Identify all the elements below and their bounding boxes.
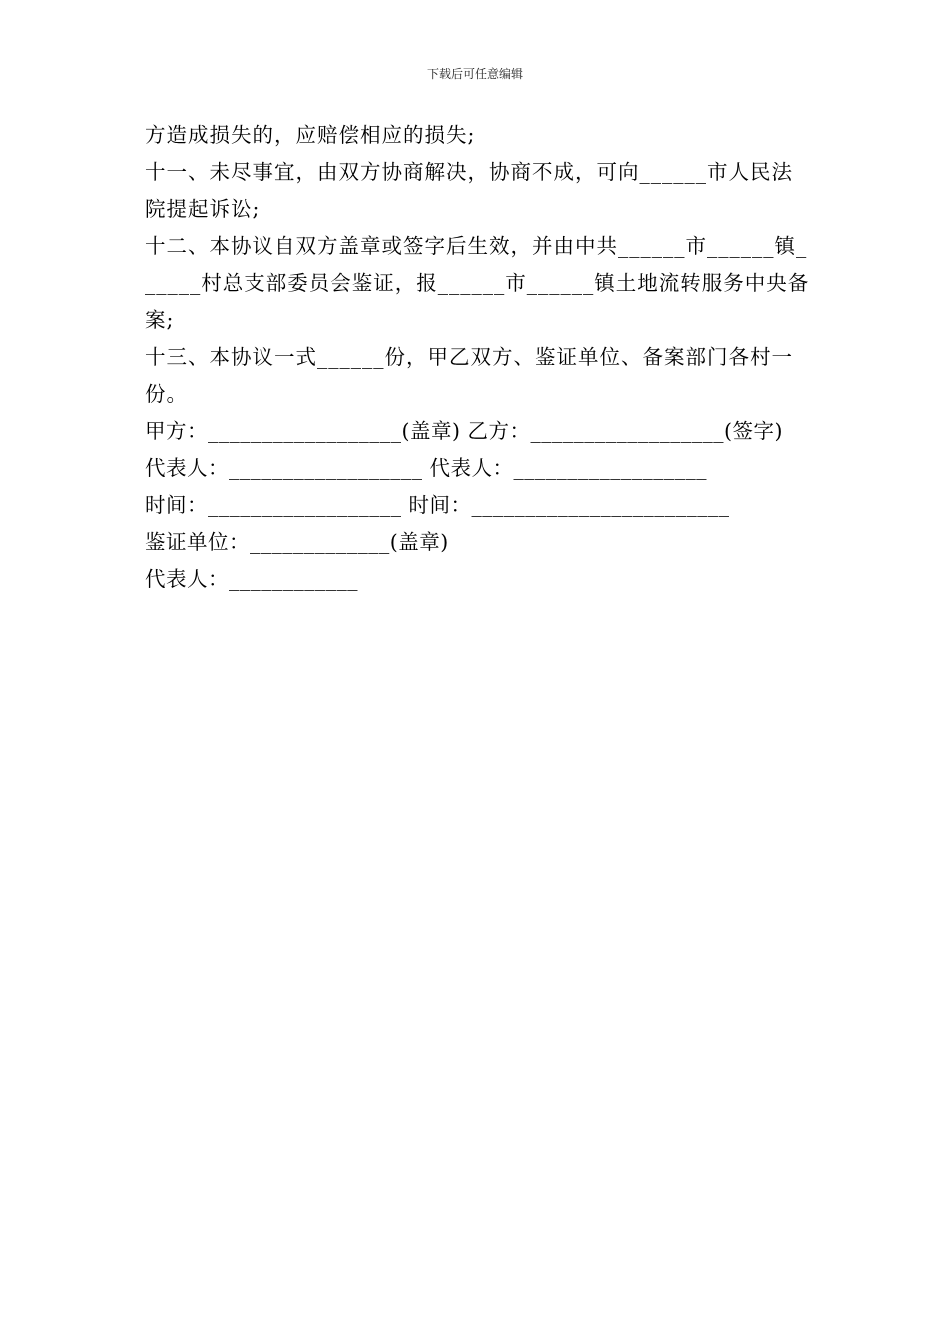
signature-line-dates: 时间：__________________ 时间：________________________ (145, 493, 730, 517)
paragraph-compensation: 方造成损失的，应赔偿相应的损失; (145, 123, 476, 147)
paragraph-clause-13: 十三、本协议一式______份，甲乙双方、鉴证单位、备案部门各村一份。 (145, 345, 793, 406)
document-body (145, 117, 813, 598)
signature-line-representatives: 代表人：__________________ 代表人：__________________ (145, 456, 708, 480)
signature-line-witness-representative: 代表人：____________ (145, 567, 358, 591)
signature-line-witness-unit: 鉴证单位：_____________(盖章) (145, 530, 449, 554)
paragraph-clause-12: 十二、本协议自双方盖章或签字后生效，并由中共______市______镇______村总支部委员会鉴证，报______市______镇土地流转服务中央备案; (145, 234, 810, 332)
paragraph-clause-11: 十一、未尽事宜，由双方协商解决，协商不成，可向______市人民法院提起诉讼; (145, 160, 793, 221)
signature-line-parties: 甲方：__________________(盖章) 乙方：__________________(签字) (145, 419, 784, 443)
page-header: 下载后可任意编辑 (426, 67, 523, 81)
